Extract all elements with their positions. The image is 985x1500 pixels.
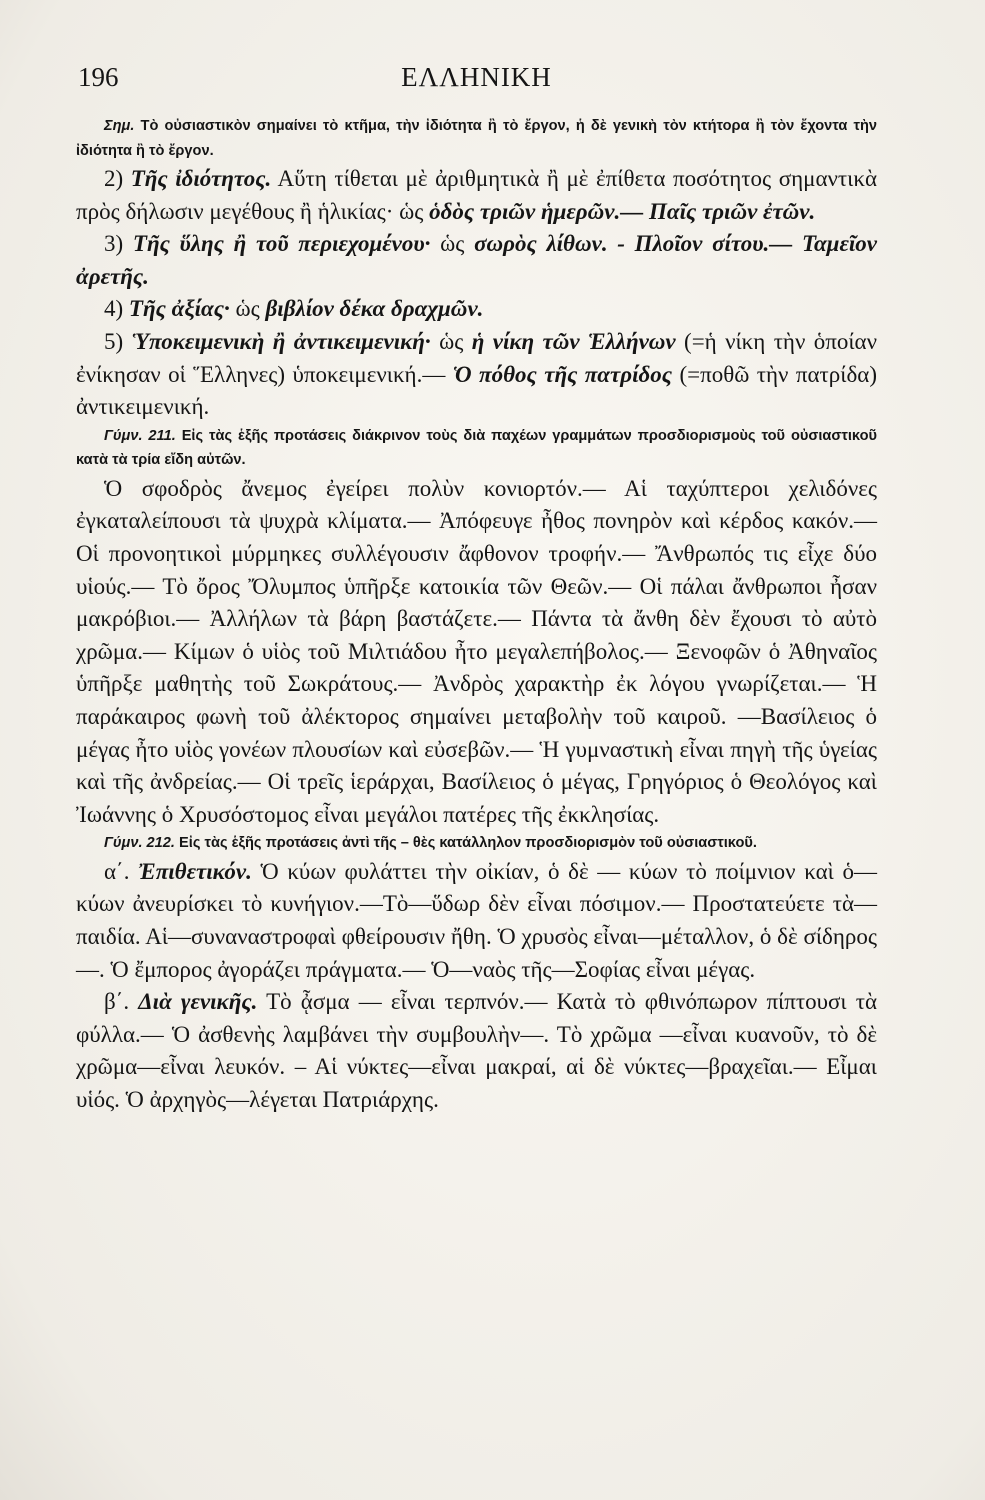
note-text: Τὸ οὐσιαστικὸν σημαίνει τὸ κτῆμα, τὴν ἰδιότητα ἢ τὸ ἔργον, ἡ δὲ γενικὴ τὸν κτήτορα ἢ τὸν ἔχοντα τὴν ἰδιότητα ἢ τὸ ἔργον. bbox=[76, 118, 877, 159]
section-text: Αὕτη τίθεται μὲ ἀριθμητικὰ ἢ μὲ ἐπίθετα ποσότητος σημαντικὰ πρὸς δήλωσιν μεγέθους ἢ ἡλικίας· ὡς bbox=[76, 166, 877, 224]
exercise-212-part-b bbox=[76, 986, 877, 1116]
note-label: Σημ. bbox=[104, 118, 135, 134]
section-number: 5) bbox=[104, 328, 124, 354]
exercise-212-part-a bbox=[76, 856, 877, 986]
section-number: 4) bbox=[104, 296, 124, 322]
exercise-instruction: Εἰς τὰς ἑξῆς προτάσεις διάκρινον τοὺς διὰ παχέων γραμμάτων προσδιορισμοὺς τοῦ οὐσιαστικοῦ κατὰ τὰ τρία εἴδη αὐτῶν. bbox=[76, 427, 877, 469]
page-body bbox=[76, 114, 877, 1117]
part-heading: Διὰ γενικῆς. bbox=[138, 989, 258, 1015]
section-heading: Τῆς ἰδιότητος. bbox=[130, 166, 272, 191]
section-example: βιβλίον δέκα δραχμῶν. bbox=[265, 296, 484, 322]
section-example-2: Ὁ πόθος τῆς πατρίδος bbox=[452, 361, 673, 387]
exercise-211-instruction bbox=[76, 424, 877, 473]
page-header bbox=[76, 58, 877, 104]
exercise-212-instruction bbox=[76, 831, 877, 856]
page-number: 196 bbox=[78, 62, 119, 92]
section-5 bbox=[76, 326, 877, 424]
section-text: ὡς bbox=[440, 231, 465, 257]
exercise-label: Γύμν. 212. bbox=[104, 835, 175, 852]
section-text: ὡς bbox=[439, 328, 464, 354]
section-text-2: (=ἡ νίκη τὴν ὁποίαν ἐνίκησαν οἱ Ἕλληνες) ὑποκειμενική.— bbox=[76, 328, 877, 387]
section-number: 3) bbox=[104, 231, 124, 257]
part-text: Ὁ κύων φυλάττει τὴν οἰκίαν, ὁ δὲ — κύων τὸ ποίμνιον καὶ ὁ—κύων ἀνευρίσκει τὸ κυνήγιον.—Τὸ—ὕδωρ δὲν εἶναι πόσιμον.— Προστατεύετε τὰ—παιδία. Αἱ—συναναστροφαὶ φθείρουσιν ἤθη. Ὁ χρυσὸς εἶναι—μέταλλον, ὁ δὲ σίδηρος—. Ὁ ἔμπορος ἀγοράζει πράγματα.— Ὁ—ναὸς τῆς—Σοφίας εἶναι μέγας. bbox=[76, 858, 878, 982]
running-title: ΕΛΛΗΝΙΚΗ bbox=[401, 62, 552, 92]
note-paragraph bbox=[76, 114, 877, 163]
exercise-211-text: Ὁ σφοδρὸς ἄνεμος ἐγείρει πολὺν κονιορτόν.— Αἱ ταχύπτεροι χελιδόνες ἐγκαταλείπουσι τὰ ψυχρὰ κλίματα.— Ἀπόφευγε ἦθος πονηρὸν καὶ κέρδος κακόν.— Οἱ προνοητικοὶ μύρμηκες συλλέγουσιν ἄφθονον τροφήν.— Ἄνθρωπός τις εἶχε δύο υἱούς.— Τὸ ὄρος Ὄλυμπος ὑπῆρξε κατοικία τῶν Θεῶν.— Οἱ πάλαι ἄνθρωποι ἦσαν μακρόβιοι.— Ἀλλήλων τὰ βάρη βαστάζετε.— Πάντα τὰ ἄνθη δὲν ἔχουσι τὸ αὐτὸ χρῶμα.— Κίμων ὁ υἱὸς τοῦ Μιλτιάδου ἦτο μεγαλεπήβολος.— Ξενοφῶν ὁ Ἀθηναῖος ὑπῆρξε μαθητὴς τοῦ Σωκράτους.— Ἀνδρὸς χαρακτὴρ ἐκ λόγου γνωρίζεται.— Ἡ παράκαιρος φωνὴ τοῦ ἀλέκτορος σημαίνει μεταβολὴν τοῦ καιροῦ. —Βασίλειος ὁ μέγας ἦτο υἱὸς γονέων πλουσίων καὶ εὐσεβῶν.— Ἡ γυμναστικὴ εἶναι πηγὴ τῆς ὑγείας καὶ τῆς ἀνδρείας.— Οἱ τρεῖς ἱεράρχαι, Βασίλειος ὁ μέγας, Γρηγόριος ὁ Θεολόγος καὶ Ἰωάννης ὁ Χρυσόστομος εἶναι μεγάλοι πατέρες τῆς ἐκκλησίας. bbox=[76, 475, 877, 827]
exercise-instruction: Εἰς τὰς ἑξῆς προτάσεις ἀντὶ τῆς – θὲς κατάλληλον προσδιορισμὸν τοῦ οὐσιαστικοῦ. bbox=[179, 835, 757, 852]
section-example: ἡ νίκη τῶν Ἑλλήνων bbox=[471, 328, 676, 354]
section-text-3: (=ποθῶ τὴν πατρίδα) ἀντικειμενική. bbox=[76, 361, 878, 420]
section-heading: Ὑποκειμενικὴ ἢ ἀντικειμενική· bbox=[131, 328, 431, 354]
section-4 bbox=[76, 293, 877, 326]
exercise-label: Γύμν. 211. bbox=[104, 427, 176, 444]
part-label: α΄. bbox=[104, 858, 130, 884]
section-heading: Τῆς ὕλης ἢ τοῦ περιεχομένου· bbox=[132, 231, 431, 257]
section-text: ὡς bbox=[235, 296, 260, 322]
part-label: β΄. bbox=[104, 989, 130, 1015]
part-text: Τὸ ᾆσμα — εἶναι τερπνόν.— Κατὰ τὸ φθινόπωρον πίπτουσι τὰ φύλλα.— Ὁ ἀσθενὴς λαμβάνει τὴν συμβουλὴν—. Τὸ χρῶμα —εἶναι κυανοῦν, τὸ δὲ χρῶμα—εἶναι λευκόν. – Αἱ νύκτες—εἶναι μακραί, αἱ δὲ νύκτες—βραχεῖαι.— Εἶμαι υἱός. Ὁ ἀρχηγὸς—λέγεται Πατριάρχης. bbox=[76, 989, 877, 1112]
part-heading: Ἐπιθετικόν. bbox=[138, 858, 252, 884]
section-example: ὁδὸς τριῶν ἡμερῶν.— Παῖς τριῶν ἐτῶν. bbox=[429, 198, 816, 224]
section-3 bbox=[76, 228, 877, 293]
section-2 bbox=[76, 163, 877, 228]
section-number: 2) bbox=[104, 166, 124, 191]
section-example: σωρὸς λίθων. - Πλοῖον σίτου.— Ταμεῖον ἀρετῆς. bbox=[76, 231, 877, 289]
section-heading: Τῆς ἀξίας· bbox=[128, 296, 230, 322]
